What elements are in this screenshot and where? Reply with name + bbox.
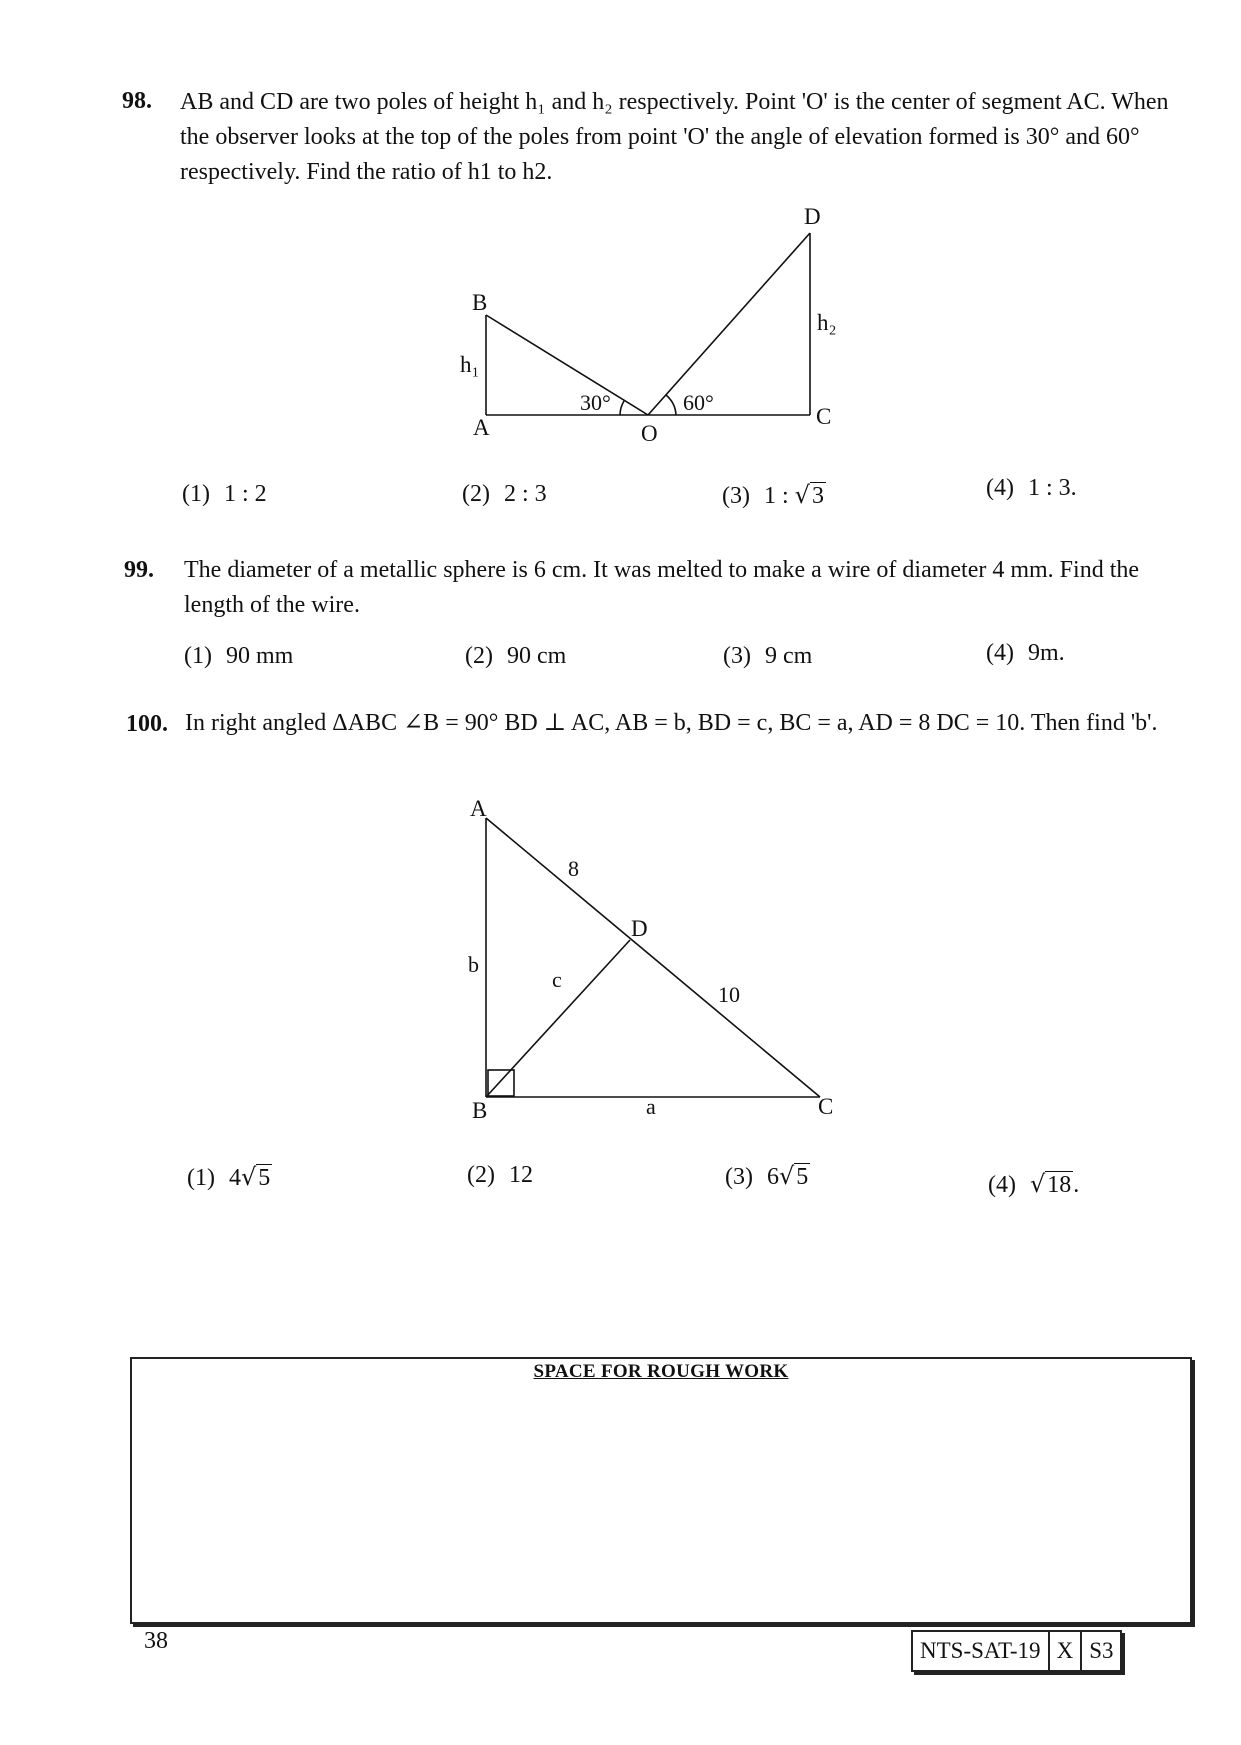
figure-triangle-diagram: [486, 818, 820, 1097]
label-angle-60: 60°: [683, 390, 714, 415]
question-100-number: 100.: [126, 711, 168, 737]
question-98-text: AB and CD are two poles of height h₁ and h₂ respectively. Point 'O' is the center of segment AC. When the observer looks at the top of the poles from point 'O' the angle of elevation formed is 30° and 60° respectively. Find the ratio of h1 to h2.: [180, 89, 1169, 185]
q98-option-2: (2) 2 : 3: [462, 481, 547, 507]
q100-option-2: (2) 12: [467, 1162, 533, 1188]
label-a: A: [473, 415, 490, 440]
label-d: D: [804, 204, 821, 229]
rough-work-title: SPACE FOR ROUGH WORK: [533, 1361, 789, 1382]
label-angle-30: 30°: [580, 390, 611, 415]
label-d-2: D: [631, 916, 648, 941]
label-o: O: [641, 421, 658, 446]
q100-option-4: (4) √18.: [988, 1170, 1080, 1198]
q99-option-4: (4) 9m.: [986, 640, 1065, 666]
question-98-number: 98.: [122, 88, 152, 114]
angle-arc-30: [620, 401, 624, 415]
q98-option-3: (3) 1 : √3: [722, 481, 824, 509]
right-angle-mark: [488, 1070, 514, 1096]
label-c: C: [816, 404, 832, 429]
paper-code: NTS-SAT-19: [913, 1632, 1050, 1670]
label-c-2: C: [818, 1094, 834, 1119]
q99-option-3: (3) 9 cm: [723, 643, 813, 669]
q100-option-1: (1) 4√5: [187, 1163, 271, 1191]
label-h1: h₁: [460, 352, 480, 377]
q99-option-1: (1) 90 mm: [184, 643, 294, 669]
label-a-side: a: [646, 1094, 656, 1119]
paper-medium: X: [1050, 1632, 1083, 1670]
paper-code-box: [911, 1630, 1122, 1672]
page-number: 38: [144, 1628, 168, 1654]
q98-option-4: (4) 1 : 3.: [986, 475, 1077, 501]
segment-bd: [486, 940, 630, 1097]
label-b-2: B: [472, 1098, 488, 1123]
side-ac: [486, 818, 820, 1097]
question-99-text: The diameter of a metallic sphere is 6 cm. It was melted to make a wire of diameter 4 mm. Find the length of the wire.: [184, 557, 1140, 618]
rough-work-box: [130, 1357, 1192, 1624]
q100-option-3: (3) 6√5: [725, 1162, 809, 1190]
label-c-side: c: [552, 967, 562, 992]
question-100-text: In right angled ΔABC ∠B = 90° BD ⊥ AC, AB = b, BD = c, BC = a, AD = 8 DC = 10. Then find 'b'.: [185, 710, 1158, 736]
label-a-2: A: [470, 796, 487, 821]
label-b-side: b: [468, 952, 479, 977]
paper-series: S3: [1089, 1638, 1114, 1663]
question-99-number: 99.: [124, 557, 154, 583]
angle-arc-60: [666, 395, 676, 415]
q98-option-1: (1) 1 : 2: [182, 481, 267, 507]
label-ad-8: 8: [568, 856, 579, 881]
label-h2: h₂: [817, 310, 837, 335]
sight-line-od: [648, 233, 810, 415]
sight-line-ob: [486, 315, 648, 415]
q99-option-2: (2) 90 cm: [465, 643, 567, 669]
label-dc-10: 10: [718, 982, 740, 1007]
label-b: B: [472, 290, 488, 315]
